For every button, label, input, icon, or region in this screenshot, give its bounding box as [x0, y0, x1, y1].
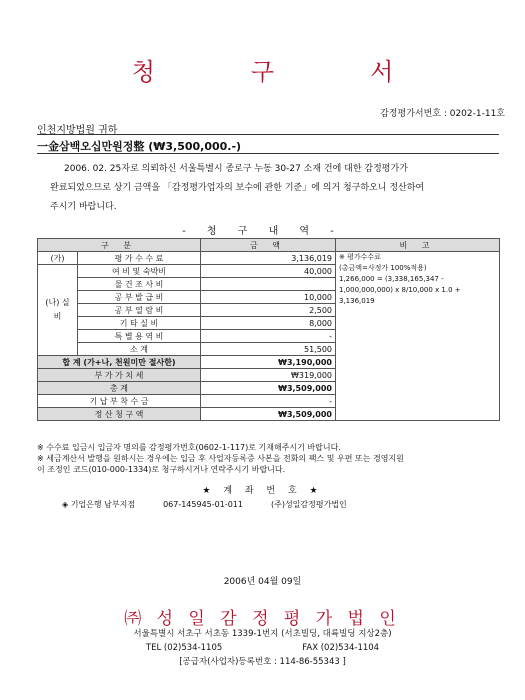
expense-name: 공 부 발 급 비 — [78, 291, 201, 304]
total-value: ₩3,190,000 — [201, 356, 336, 369]
detail-title: - 청 구 내 역 - — [182, 226, 343, 237]
expense-name: 공 부 열 람 비 — [78, 304, 201, 317]
details-table — [37, 238, 500, 421]
company-contact — [0, 641, 525, 655]
sum-value: ₩3,509,000 — [201, 382, 336, 395]
col-header-amount: 금 액 — [201, 239, 336, 252]
title-char: 청 — [131, 58, 155, 86]
account-row — [62, 499, 375, 510]
remark-line: 1,000,000,000) x 8/10,000 x 1.0 + — [339, 286, 461, 294]
expense-value — [201, 278, 336, 291]
expense-value: 8,000 — [201, 317, 336, 330]
body-text — [50, 160, 495, 217]
note-line: ※ 수수료 입금시 입금자 명의를 감정평가번호(0602-1-117)로 기재해주시기 바랍니다. — [37, 443, 341, 452]
expense-name: 특 별 용 역 비 — [78, 330, 201, 343]
expense-name: 물 건 조 사 비 — [78, 278, 201, 291]
vat-value: ₩319,000 — [201, 369, 336, 382]
body-line: 완료되었으므로 상기 금액을 「감정평가업자의 보수에 관한 기준」에 의거 청구하오니 정산하여 — [50, 183, 425, 193]
expense-name: 기 타 실 비 — [78, 317, 201, 330]
company-tel: TEL (02)534-1105 — [145, 643, 223, 653]
expense-value: 51,500 — [201, 343, 336, 356]
settle-label: 정 산 청 구 액 — [38, 408, 201, 421]
prepaid-label: 기 납 부 착 수 금 — [38, 395, 201, 408]
prepaid-value: - — [201, 395, 336, 408]
sum-label: 총 계 — [38, 382, 201, 395]
remark-line: 1,266,000 = (3,338,165,347 - — [339, 275, 444, 283]
fee-name: 평 가 수 수 료 — [78, 252, 201, 265]
document-title — [0, 52, 525, 87]
col-header-category: 구 분 — [38, 239, 201, 252]
recipient: 인천지방법원 귀하 — [37, 125, 118, 136]
company-address: 서울특별시 서초구 서초동 1339-1번지 (서초빌딩, 대륙빌딩 지상2층) — [133, 629, 392, 639]
document-number: 감정평가서번호 : 0202-1-11호 — [380, 109, 505, 119]
account-number: 067-145945-01-011 — [163, 500, 243, 509]
group-label: (나) 실 비 — [38, 265, 78, 356]
issue-date: 2006년 04월 09일 — [223, 577, 302, 587]
expense-name: 소 계 — [78, 343, 201, 356]
title-char: 구 — [250, 58, 275, 86]
account-title: ★ 계 좌 번 호 ★ — [202, 486, 323, 496]
notes — [37, 442, 499, 475]
expense-value: 2,500 — [201, 304, 336, 317]
expense-name: 여 비 및 숙박비 — [78, 265, 201, 278]
remark-line: (총금액=사정가 100%적용) — [339, 264, 427, 272]
table-row — [38, 252, 500, 265]
vat-label: 부 가 가 치 세 — [38, 369, 201, 382]
remark-line: ※ 평가수수료 — [339, 253, 381, 261]
fee-value: 3,136,019 — [201, 252, 336, 265]
account-holder: (주)성일감정평가법인 — [270, 500, 347, 509]
body-line: 2006. 02. 25자로 의뢰하신 서울특별시 종로구 누동 30-27 소재 건에 대한 감정평가가 — [64, 164, 408, 174]
settle-value: ₩3,509,000 — [201, 408, 336, 421]
account-bank: ◈ 기업은행 남부지점 — [62, 500, 136, 509]
total-label: 합 계 (가+나, 천원미만 절사한) — [38, 356, 201, 369]
remarks-cell — [336, 252, 500, 421]
fee-label: (가) — [38, 252, 78, 265]
expense-value: 40,000 — [201, 265, 336, 278]
company-fax: FAX (02)534-1104 — [302, 643, 380, 653]
divider — [37, 134, 499, 135]
expense-value: 10,000 — [201, 291, 336, 304]
table-header-row — [38, 239, 500, 252]
company-name: ㈜ 성 일 감 정 평 가 법 인 — [124, 609, 401, 629]
amount-line: 一金삼백오십만원정整 (₩3,500,000.-) — [37, 140, 242, 153]
company-registration: [공급자(사업자)등록번호 : 114-86-55343 ] — [179, 657, 346, 667]
remark-line: 3,136,019 — [339, 297, 375, 305]
body-line: 주시기 바랍니다. — [50, 202, 117, 212]
note-line: ※ 세금계산서 발행을 원하시는 경우에는 입금 후 사업자등록증 사본을 전화의 팩스 및 우편 또는 경영지원 — [37, 454, 404, 463]
company-address-block — [0, 627, 525, 669]
title-char: 서 — [370, 58, 394, 86]
expense-value: - — [201, 330, 336, 343]
note-line: 이 조정인 코드(010-000-1334)로 청구하시거나 연락주시기 바랍니다. — [37, 465, 286, 474]
col-header-remarks: 비 고 — [336, 239, 500, 252]
divider — [37, 153, 499, 154]
